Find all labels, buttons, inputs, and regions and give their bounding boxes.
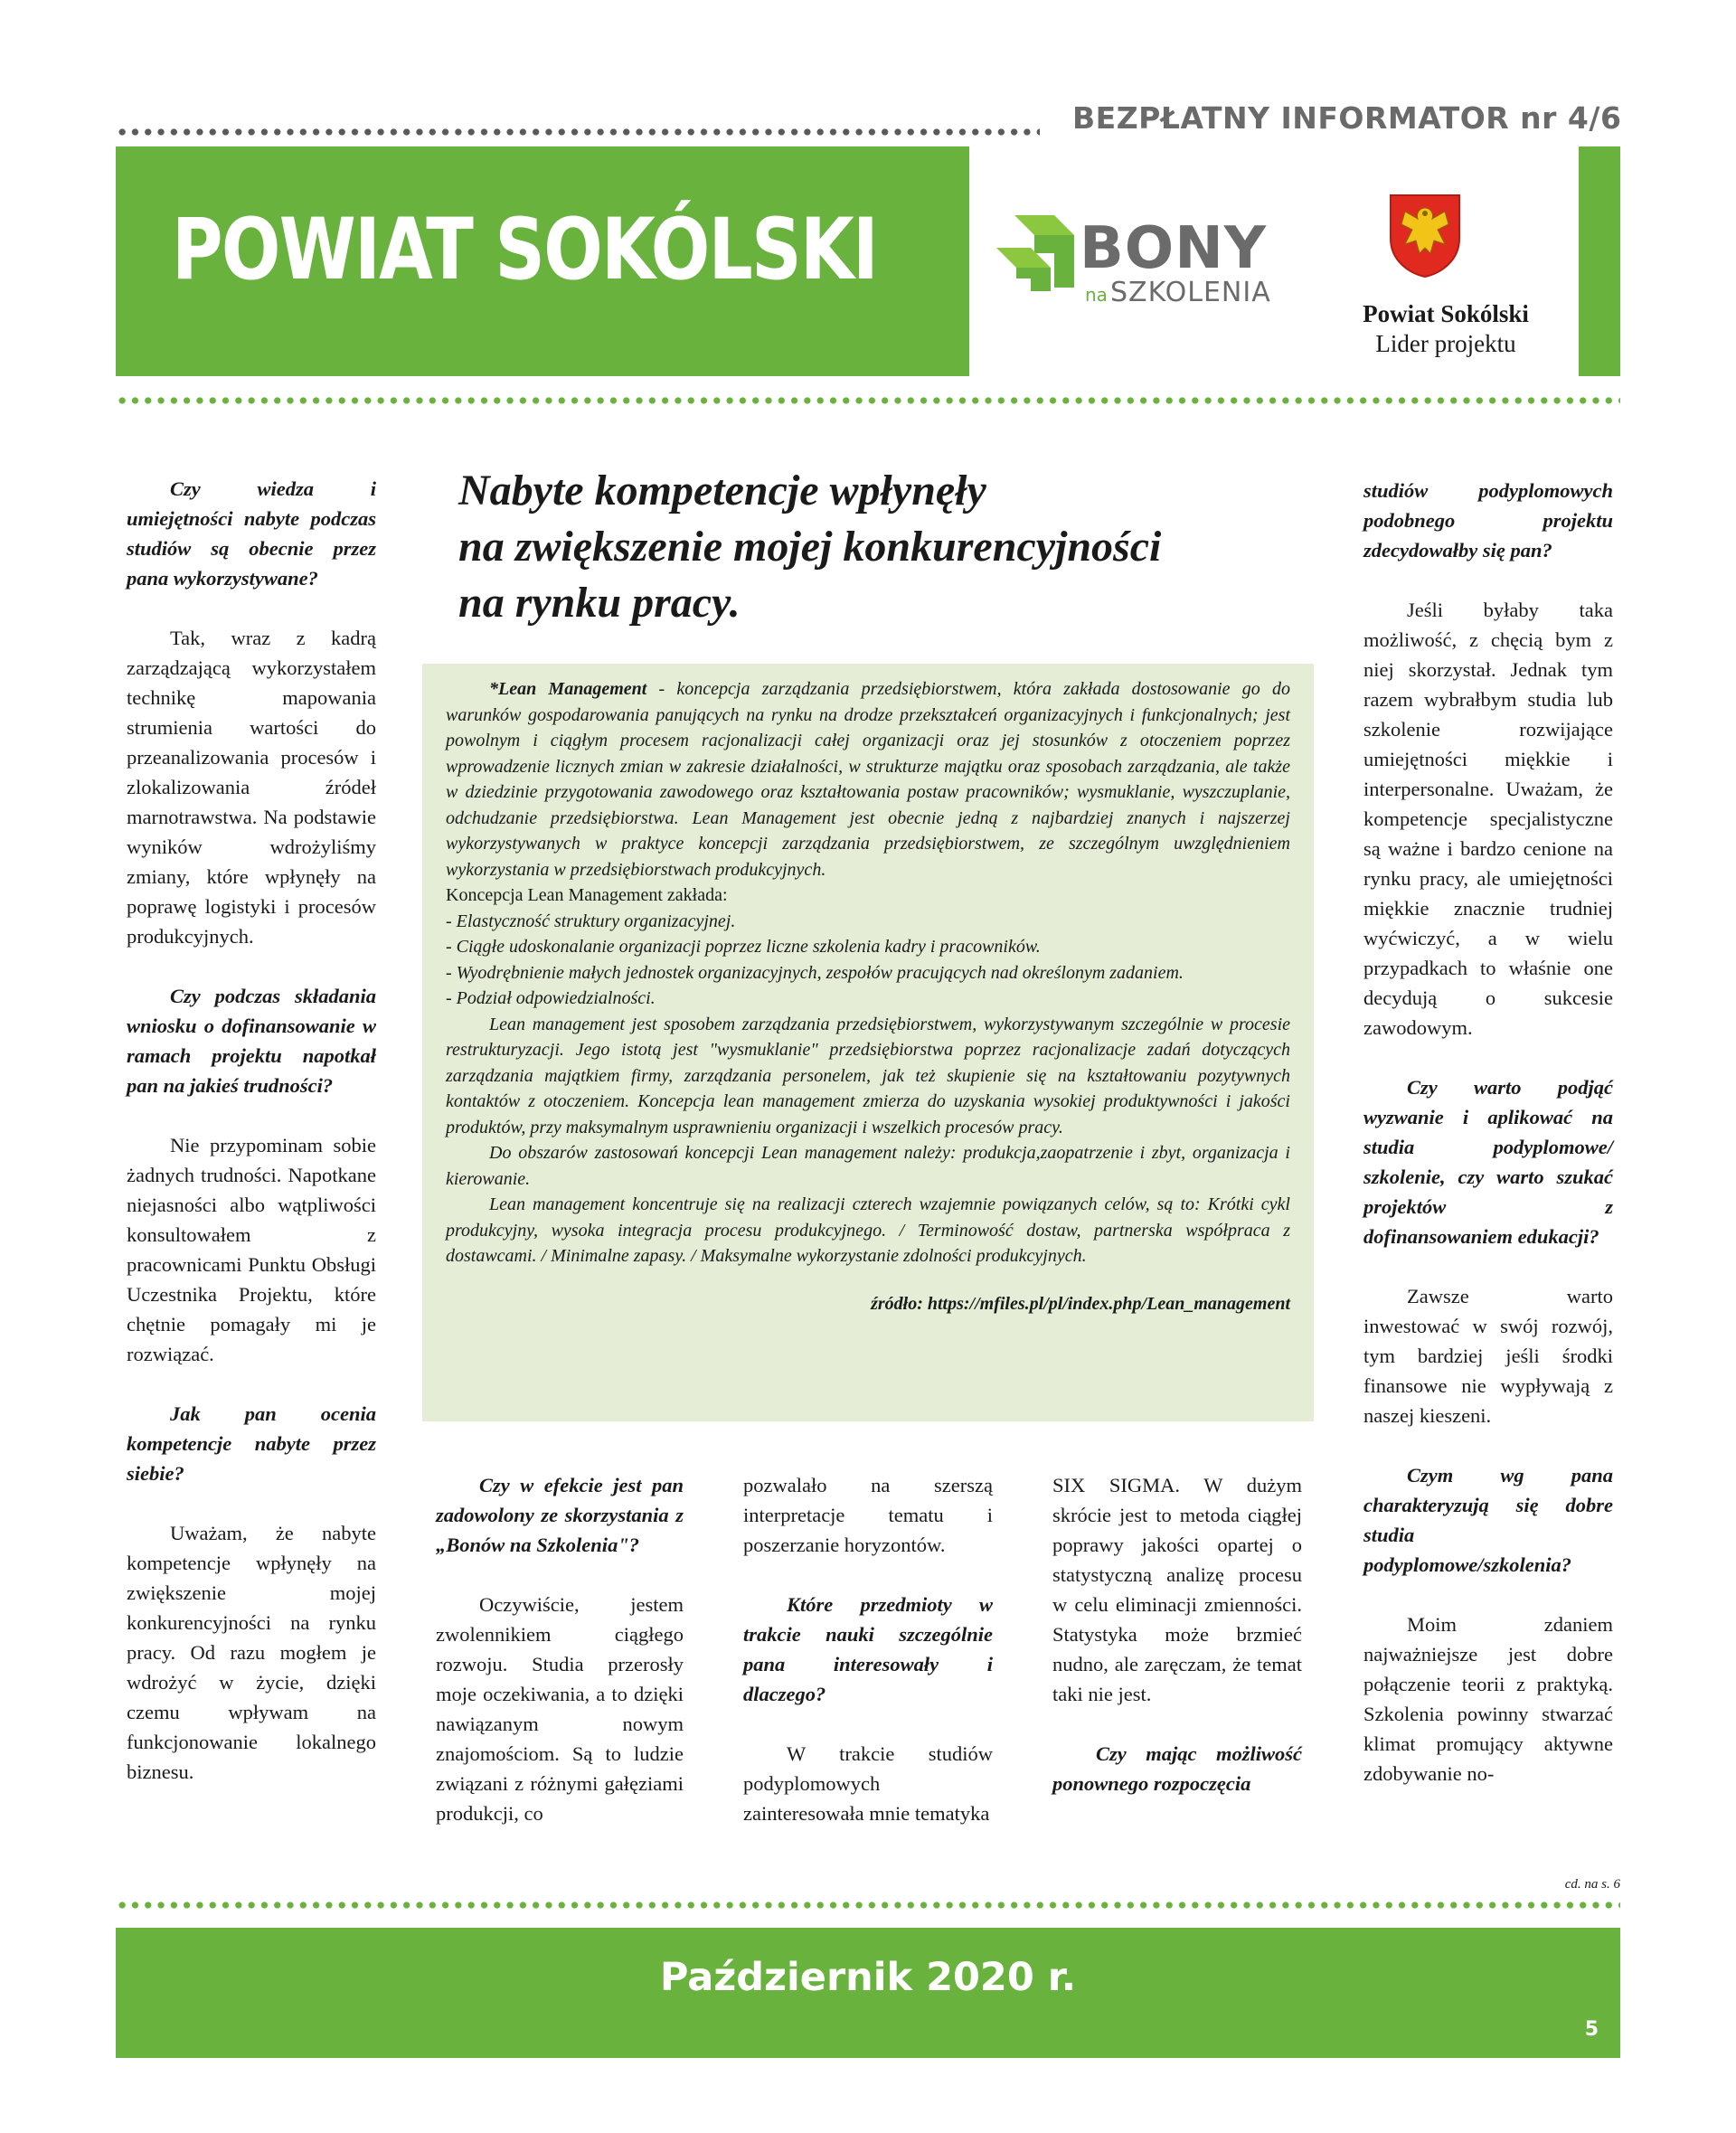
page-number: 5 [1584,2018,1599,2041]
question-3: Jak pan ocenia kompetencje nabyte przez siebie? [127,1402,376,1485]
footer-dotted-rule [116,1901,1620,1910]
question-bony: Czy w efekcie jest pan zadowolony ze skorzystania z „Bonów na Szkolenia"? [436,1474,684,1556]
bony-wordmark: BONY [1080,215,1268,282]
question-worth: Czy warto podjąć wyzwanie i aplikować na studia podyplomowe/ szkolenie, czy warto szukać projektów z dofinansowaniem edukacji? [1363,1076,1613,1248]
answer-good-studies: Moim zdaniem najważniejsze jest dobre połączenie teorii z praktyką. Szkolenia powinny stwarzać klimat promujący aktywne zdobywanie no- [1363,1613,1613,1785]
crest-panel [1313,146,1579,376]
issue-label: BEZPŁATNY INFORMATOR nr 4/6 [1072,100,1622,136]
question-good-studies: Czym wg pana charakteryzują się dobre studia podyplomowe/szkolenia? [1363,1464,1613,1576]
answer-2: Nie przypominam sobie żadnych trudności. Napotkane niejasności albo wątpliwości konsultowałem z pracownicami Punktu Obsługi Uczestnika Projektu, które chętnie pomagały mi je rozwiązać. [127,1134,376,1365]
coat-of-arms-icon [1389,193,1461,278]
masthead-title: POWIAT SOKÓLSKI [172,201,878,299]
box-intro: Koncepcja Lean Management zakłada: [446,885,728,905]
top-dotted-rule [116,127,1040,137]
box-item-3: - Wyodrębnienie małych jednostek organizacyjnych, zespołów pracujących nad określonym zadaniem. [446,962,1184,983]
answer-bony-cont: pozwalało na szerszą interpretacje tematu i poszerzanie horyzontów. [743,1474,993,1556]
footer-date: Październik 2020 r. [659,1955,1077,2000]
answer-again: Jeśli byłaby taka możliwość, z chęcią bym z niej skorzystał. Jednak tym razem wybrałbym studia lub szkolenie rozwijające umiejętności miękkie i interpersonalne. Uważam, że kompetencje specjalistyczne są ważne i bardzo cenione na rynku pracy, ale umiejętności miękkie znacznie trudniej wyćwiczyć, a w wielu przypadkach to właśnie one decydują o sukcesie zawodowym. [1363,599,1613,1039]
middle-column-1 [436,1470,684,1828]
bony-na: na [1085,284,1108,306]
box-item-1: - Elastyczność struktury organizacyjnej. [446,911,736,931]
box-paragraph-4: Lean management koncentruje się na realizacji czterech wzajemnie powiązanych celów, są to: Krótki cykl produkcyjny, wysoka integracja procesu produkcyjnego. / Terminowość dostaw, partnerska współpraca z dostawcami. / Minimalne zapasy. / Maksymalne wykorzystanie zdolności produkcyjnych. [446,1194,1290,1266]
footer-band [116,1928,1620,2058]
right-column [1363,476,1613,1789]
lean-management-box [422,664,1314,1421]
headline-line-3: na rynku pracy. [458,579,741,627]
answer-subjects-cont: SIX SIGMA. W dużym skrócie jest to metoda ciągłej poprawy jakości opartej o statystyczną analizę procesu w celu eliminacji zmienności. Statystyka może brzmieć nudno, ale zaręczam, że temat taki nie jest. [1052,1474,1302,1705]
headline [458,463,1290,631]
crest-caption-title: Powiat Sokólski [1363,300,1529,327]
question-1: Czy wiedza i umiejętności nabyte podczas studiów są obecnie przez pana wykorzystywane? [127,477,376,590]
box-definition: *Lean Management - koncepcja zarządzania przedsiębiorstwem, która zakłada dostosowanie go do warunków gospodarowania panujących na rynku na drodze przekształceń organizacyjnych i funkcjonalnych; jest powolnym i ciągłym procesem racjonalizacji całej organizacji oraz jej stosunków z otoczeniem poprzez wprowadzenie licznych zmian w zakresie działalności, w strukturze majątku oraz sposobach zarządzania, ale także w dziedzinie przygotowania zawodowego oraz kształtowania postaw pracowników; wysmuklanie, wyszczuplanie, odchudzanie przedsiębiorstwa. Lean Management jest obecnie jedną z najbardziej znanych i najszerzej wykorzystywanych w praktyce koncepcji zarządzania przedsiębiorstwem, ze szczególnym uwzględnieniem wykorzystania w przedsiębiorstwach produkcyjnych. [446,679,1290,880]
bony-logo [969,146,1313,376]
box-item-4: - Podział odpowiedzialności. [446,988,656,1008]
answer-3: Uważam, że nabyte kompetencje wpłynęły na zwiększenie mojej konkurencyjności na rynku pracy. Od razu mogłem je wdrożyć w życie, dzięki czemu wpływam na funkcjonowanie lokalnego biznesu. [127,1522,376,1783]
middle-column-2 [743,1470,993,1828]
header-right-stripe [1579,146,1620,376]
answer-bony: Oczywiście, jestem zwolennikiem ciągłego rozwoju. Studia przerosły moje oczekiwania, a to dzięki nawiązanym nowym znajomościom. Są to ludzie związani z różnymi gałęziami produkcji, co [436,1593,684,1825]
box-source: źródło: https://mfiles.pl/pl/index.php/Lean_management [871,1293,1290,1314]
left-column [127,474,376,1787]
bony-szkolenia: SZKOLENIA [1110,277,1271,308]
continued-note: cd. na s. 6 [1564,1877,1620,1892]
question-again: Czy mając możliwość ponownego rozpoczęcia [1052,1742,1302,1795]
question-again-cont: studiów podyplomowych podobnego projektu zdecydowałby się pan? [1363,479,1613,562]
bony-arrow-icon [995,210,1076,300]
box-item-2: - Ciągłe udoskonalanie organizacji poprzez liczne szkolenia kadry i pracowników. [446,937,1041,957]
headline-line-1: Nabyte kompetencje wpłynęły [458,467,986,514]
box-paragraph-2: Lean management jest sposobem zarządzania przedsiębiorstwem, wykorzystywanym szczególnie w procesie restrukturyzacji. Jego istotą jest "wysmuklanie" przedsiębiorstwa poprzez racjonalizacje zadań dotyczących zarządzania majątkiem firmy, zarządzania personelem, jak też skupienie się na kształtowaniu pozytywnych kontaktów z otoczeniem. Koncepcja lean management zmierza do uzyskania wysokiej produktywności i jakości produktów, przy maksymalnym usprawnieniu organizacji i wszelkich procesów pracy. [446,1014,1290,1137]
crest-caption-subtitle: Lider projektu [1375,330,1516,357]
question-2: Czy podczas składania wniosku o dofinansowanie w ramach projektu napotkał pan na jakieś trudności? [127,985,376,1097]
middle-column-3 [1052,1470,1302,1798]
header-dotted-rule [116,396,1620,405]
answer-worth: Zawsze warto inwestować w swój rozwój, tym bardziej jeśli środki finansowe nie wypływają z naszej kieszeni. [1363,1285,1613,1427]
headline-line-2: na zwiększenie mojej konkurencyjności [458,523,1162,571]
question-subjects: Które przedmioty w trakcie nauki szczególnie pana interesowały i dlaczego? [743,1593,993,1705]
box-paragraph-3: Do obszarów zastosowań koncepcji Lean management należy: produkcja,zaopatrzenie i zbyt, organizacja i kierowanie. [446,1143,1290,1189]
answer-subjects: W trakcie studiów podyplomowych zainteresowała mnie tematyka [743,1742,993,1825]
answer-1: Tak, wraz z kadrą zarządzającą wykorzystałem technikę mapowania strumienia wartości do przeanalizowania procesów i zlokalizowania źródeł marnotrawstwa. Na podstawie wyników wdrożyliśmy zmiany, które wpłynęły na poprawę logistyki i procesów produkcyjnych. [127,627,376,948]
box-term: *Lean Management [489,679,647,699]
